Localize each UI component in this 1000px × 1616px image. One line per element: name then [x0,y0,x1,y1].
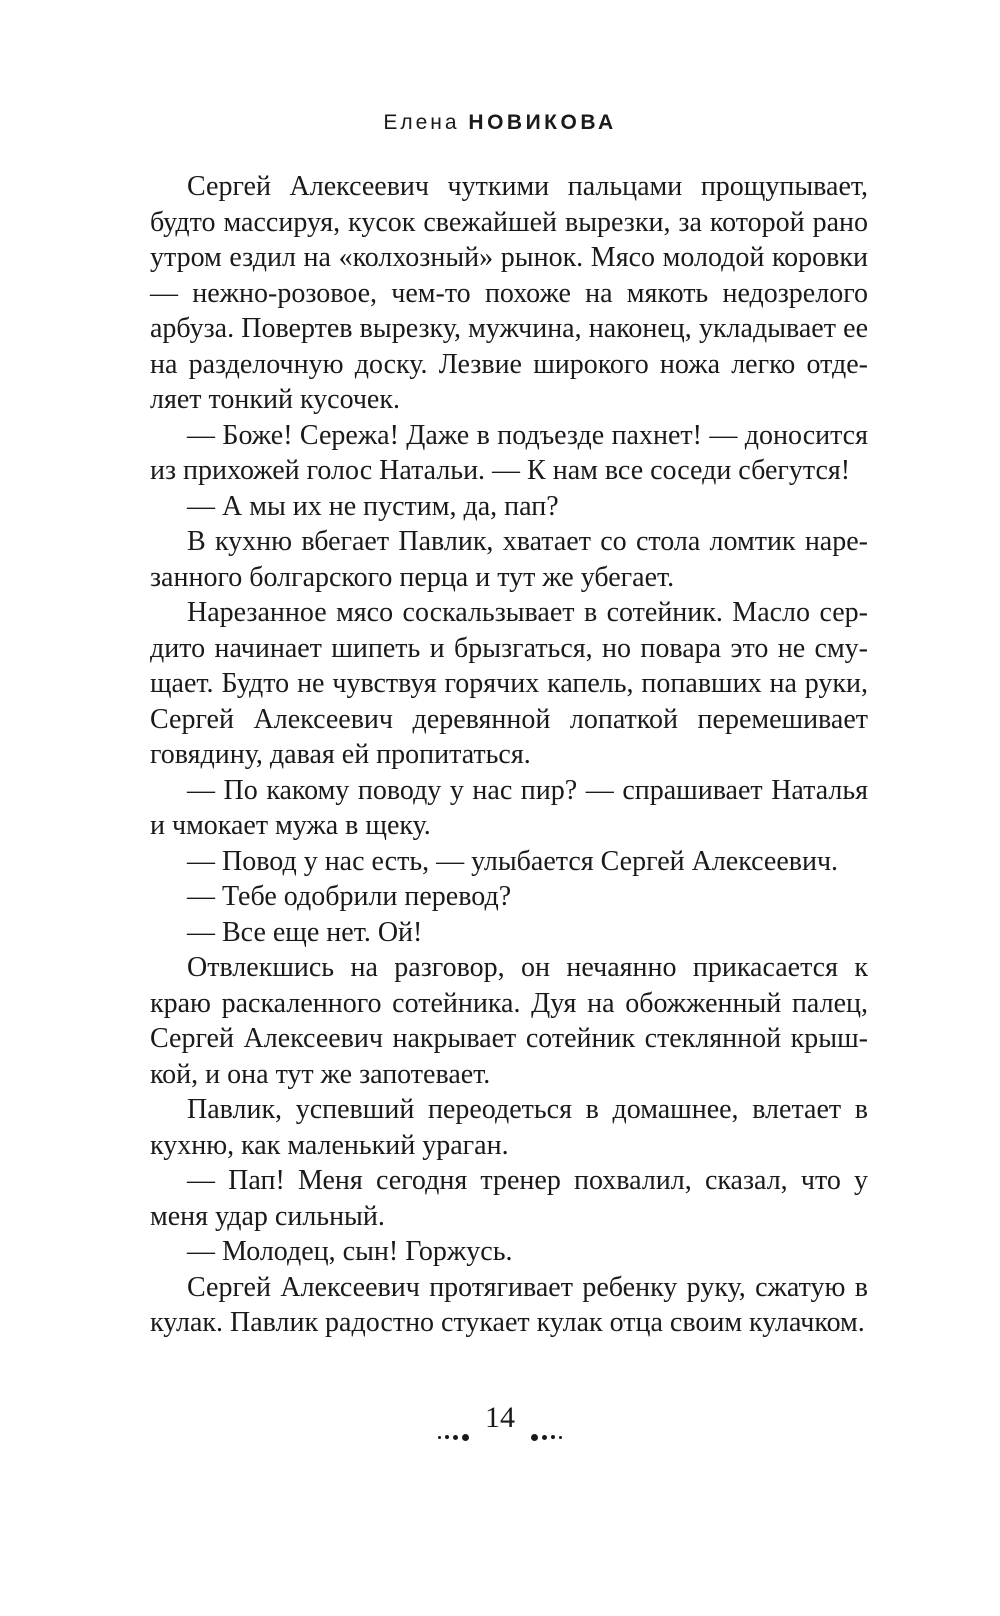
paragraph: — Все еще нет. Ой! [187,916,423,948]
paragraph: — Пап! Меня сегодня тренер похвалил, сказал, что у меня удар сильный. [150,1165,868,1232]
paragraph: Сергей Алексеевич чуткими пальцами прощупывает, будто массируя, кусок свежайшей вырезки, за которой рано утром ездил на «колхозный» рынок. Мясо молодой коровки — нежно-розовое, чем-то похоже на мякоть недозрелого арбуза. Повертев вырезку, мужчина, наконец, укладывает ее на разделочную доску. Лезвие широкого ножа легко отделяет тонкий кусочек. [150,171,868,415]
paragraph: — А мы их не пустим, да, пап? [187,490,559,522]
paragraph: Сергей Алексеевич протягивает ребенку руку, сжатую в кулак. Павлик радостно стукает кулак отца своим кулачком. [150,1271,868,1338]
body-text [150,169,868,1341]
folio-dots-right [529,1415,564,1425]
author-first-name: Елена [383,111,460,134]
running-head [0,108,1000,138]
author-last-name: НОВИКОВА [468,111,617,134]
folio-dots-left [436,1415,471,1425]
paragraph: Нарезанное мясо соскальзывает в сотейник. Масло сердито начинает шипеть и брызгаться, но повара это не смущает. Будто не чувствуя горячих капель, попавших на руки, Сергей Алексеевич деревянной лопаткой перемешивает говядину, давая ей пропитаться. [150,597,868,770]
paragraph: — Боже! Сережа! Даже в подъезде пахнет! — доносится из прихожей голос Натальи. — К нам все соседи сбегутся! [150,419,868,486]
page-folio [0,1398,1000,1438]
page-number: 14 [485,1401,515,1434]
paragraph: Павлик, успевший переодеться в домашнее, влетает в кухню, как маленький ураган. [150,1094,868,1161]
paragraph: — По какому поводу у нас пир? — спрашивает Наталья и чмокает мужа в щеку. [150,774,868,841]
paragraph: — Повод у нас есть, — улыбается Сергей Алексеевич. [187,845,839,877]
paragraph: В кухню вбегает Павлик, хватает со стола ломтик нарезанного болгарского перца и тут же убегает. [150,526,868,593]
paragraph: Отвлекшись на разговор, он нечаянно прикасается к краю раскаленного сотейника. Дуя на обожженный палец, Сергей Алексеевич накрывает сотейник стеклянной крышкой, и она тут же запотевает. [150,952,868,1090]
paragraph: — Тебе одобрили перевод? [187,881,512,912]
paragraph: — Молодец, сын! Горжусь. [187,1236,513,1267]
